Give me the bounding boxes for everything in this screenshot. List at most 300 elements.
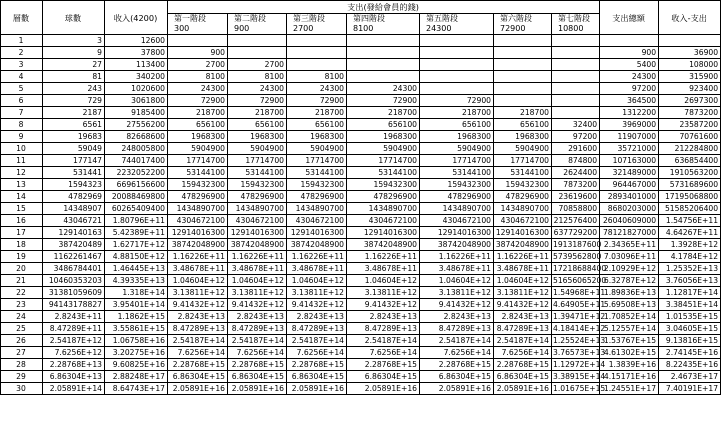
table-cell[interactable]: 23587200 <box>659 119 721 131</box>
table-cell[interactable]: 18 <box>1 239 43 251</box>
table-cell[interactable]: 2.34365E+11 <box>600 239 659 251</box>
table-cell[interactable]: 8.47289E+13 <box>168 323 228 335</box>
table-cell[interactable]: 9 <box>1 131 43 143</box>
table-cell[interactable]: 2.28768E+15 <box>420 359 494 371</box>
table-cell[interactable]: 3486784401 <box>43 263 105 275</box>
table-cell[interactable]: 72900 <box>228 95 287 107</box>
table-cell[interactable]: 1.62717E+12 <box>105 239 168 251</box>
header-net[interactable]: 收入-支出 <box>659 1 721 35</box>
table-cell[interactable]: 1.54756E+11 <box>659 215 721 227</box>
table-cell[interactable]: 656100 <box>347 119 420 131</box>
table-cell[interactable]: 218700 <box>347 107 420 119</box>
table-cell[interactable]: 3.76573E+13 <box>553 347 606 357</box>
table-cell[interactable]: 32400 <box>552 119 600 131</box>
table-cell[interactable]: 129140163 <box>43 227 105 239</box>
table-cell[interactable]: 19 <box>1 251 43 263</box>
table-cell[interactable]: 4304672100 <box>228 215 287 227</box>
table-cell[interactable]: 478296900 <box>168 191 228 203</box>
table-cell[interactable]: 5904900 <box>168 143 228 155</box>
table-cell[interactable]: 5904900 <box>228 143 287 155</box>
table-cell[interactable]: 4.64905E+11 <box>553 299 606 309</box>
table-cell[interactable]: 12914016300 <box>168 227 228 239</box>
table-cell[interactable]: 1.16226E+11 <box>494 251 552 263</box>
table-cell[interactable]: 38742048900 <box>168 239 228 251</box>
table-cell[interactable]: 2.05891E+14 <box>43 383 105 395</box>
header-tier-4[interactable] <box>347 14 420 35</box>
table-cell[interactable]: 3.13811E+12 <box>494 287 552 299</box>
table-cell[interactable]: 3.13811E+12 <box>347 287 420 299</box>
table-cell[interactable] <box>552 95 600 107</box>
table-cell[interactable]: 17195068800 <box>659 191 721 203</box>
table-cell[interactable]: 1.16226E+11 <box>287 251 347 263</box>
table-cell[interactable]: 2.8243E+13 <box>347 311 420 323</box>
table-cell[interactable]: 6.86304E+15 <box>287 371 347 383</box>
table-cell[interactable]: 2187 <box>43 107 105 119</box>
table-cell[interactable]: 964467000 <box>600 179 659 191</box>
table-cell[interactable]: 24300 <box>600 71 659 83</box>
table-cell[interactable]: 1.3928E+12 <box>659 239 721 251</box>
table-cell[interactable]: 1.25524E+13 <box>553 335 606 345</box>
table-cell[interactable]: 636854400 <box>659 155 721 167</box>
table-cell[interactable] <box>494 95 552 107</box>
table-cell[interactable]: 3.48678E+11 <box>494 263 552 275</box>
table-cell[interactable] <box>552 35 600 47</box>
table-cell[interactable]: 53144100 <box>494 167 552 179</box>
table-cell[interactable]: 2.54187E+14 <box>168 335 228 347</box>
table-cell[interactable] <box>494 59 552 71</box>
table-cell[interactable]: 1162261467 <box>43 251 105 263</box>
table-cell[interactable] <box>494 47 552 59</box>
table-cell[interactable]: 1910563200 <box>659 167 721 179</box>
table-cell[interactable]: 38742048900 <box>420 239 494 251</box>
table-cell[interactable]: 9.41432E+12 <box>420 299 494 311</box>
table-cell[interactable]: 315900 <box>659 71 721 83</box>
table-cell[interactable]: 218700 <box>494 107 552 119</box>
table-cell[interactable]: 14 <box>1 191 43 203</box>
table-cell[interactable]: 478296900 <box>347 191 420 203</box>
table-cell[interactable]: 900 <box>168 47 228 59</box>
table-cell[interactable]: 26040609000 <box>600 215 659 227</box>
table-cell[interactable]: 17714700 <box>228 155 287 167</box>
table-cell[interactable]: 1.1862E+15 <box>105 311 168 323</box>
table-cell[interactable]: 8 <box>1 119 43 131</box>
header-total[interactable]: 支出總額 <box>600 1 659 35</box>
table-cell[interactable] <box>347 35 420 47</box>
table-cell[interactable]: 17218688400 <box>553 263 607 273</box>
table-cell[interactable]: 1594323 <box>43 179 105 191</box>
table-cell[interactable]: 159432300 <box>287 179 347 191</box>
table-cell[interactable]: 8100 <box>287 71 347 83</box>
table-cell[interactable]: 218700 <box>228 107 287 119</box>
table-cell[interactable]: 23619600 <box>552 191 600 203</box>
table-cell[interactable]: 72900 <box>347 95 420 107</box>
table-cell[interactable]: 1.04604E+12 <box>347 275 420 287</box>
table-cell[interactable]: 81 <box>43 71 105 83</box>
table-cell[interactable] <box>552 107 600 119</box>
table-cell[interactable]: 3.48678E+11 <box>168 263 228 275</box>
table-cell[interactable]: 3061800 <box>105 95 168 107</box>
table-cell[interactable]: 2.88248E+17 <box>105 371 168 383</box>
header-tier-1[interactable] <box>168 14 228 35</box>
table-cell[interactable]: 1434890700 <box>168 203 228 215</box>
table-cell[interactable]: 27 <box>43 59 105 71</box>
table-cell[interactable]: 60265409400 <box>105 203 168 215</box>
table-cell[interactable]: 11 <box>1 155 43 167</box>
table-cell[interactable]: 20088469800 <box>105 191 168 203</box>
table-cell[interactable]: 1968300 <box>228 131 287 143</box>
table-cell[interactable]: 8100 <box>228 71 287 83</box>
table-cell[interactable]: 5731689600 <box>659 179 721 191</box>
table-cell[interactable]: 4304672100 <box>168 215 228 227</box>
table-cell[interactable] <box>287 59 347 71</box>
table-cell[interactable] <box>168 35 228 47</box>
table-cell[interactable]: 43046721 <box>43 215 105 227</box>
table-cell[interactable]: 2893401000 <box>600 191 659 203</box>
table-cell[interactable]: 656100 <box>168 119 228 131</box>
table-cell[interactable]: 10460353203 <box>43 275 105 287</box>
table-cell[interactable]: 17714700 <box>494 155 552 167</box>
table-cell[interactable]: 8.47289E+13 <box>420 323 494 335</box>
table-cell[interactable]: 11907000 <box>600 131 659 143</box>
table-cell[interactable]: 177147 <box>43 155 105 167</box>
table-cell[interactable]: 1.01675E+15 <box>553 383 606 393</box>
table-cell[interactable]: 5739562800 <box>553 251 602 261</box>
table-cell[interactable]: 70858800 <box>552 203 600 215</box>
table-cell[interactable]: 340200 <box>105 71 168 83</box>
header-balls[interactable]: 球數 <box>43 1 105 35</box>
table-cell[interactable]: 2.8243E+13 <box>494 311 552 323</box>
table-cell[interactable]: 7.6256E+14 <box>494 347 552 359</box>
table-cell[interactable]: 6.86304E+15 <box>420 371 494 383</box>
table-cell[interactable]: 2700 <box>228 59 287 71</box>
table-cell[interactable]: 3.13811E+12 <box>420 287 494 299</box>
table-cell[interactable]: 4304672100 <box>347 215 420 227</box>
table-cell[interactable]: 1.80796E+11 <box>105 215 168 227</box>
table-cell[interactable]: 9.41432E+12 <box>228 299 287 311</box>
table-cell[interactable]: 2.54187E+14 <box>228 335 287 347</box>
table-cell[interactable] <box>494 71 552 83</box>
table-cell[interactable]: 1434890700 <box>228 203 287 215</box>
table-cell[interactable]: 22 <box>1 287 43 299</box>
table-cell[interactable]: 1.12817E+14 <box>659 287 721 299</box>
table-cell[interactable] <box>420 83 494 95</box>
table-cell[interactable]: 53144100 <box>287 167 347 179</box>
table-cell[interactable]: 3.38451E+14 <box>659 299 721 311</box>
table-cell[interactable]: 17714700 <box>347 155 420 167</box>
table-cell[interactable]: 1.25352E+13 <box>659 263 721 275</box>
table-cell[interactable]: 4.61302E+15 <box>600 347 659 359</box>
table-cell[interactable]: 291600 <box>552 143 600 155</box>
table-cell[interactable]: 7 <box>1 107 43 119</box>
table-cell[interactable]: 1.24551E+17 <box>600 383 659 395</box>
table-cell[interactable]: 113400 <box>105 59 168 71</box>
table-cell[interactable]: 38742048900 <box>494 239 552 251</box>
table-cell[interactable]: 1434890700 <box>494 203 552 215</box>
table-cell[interactable] <box>287 35 347 47</box>
table-cell[interactable]: 6.86304E+15 <box>494 371 552 383</box>
table-cell[interactable]: 5400 <box>600 59 659 71</box>
table-cell[interactable]: 24300 <box>287 83 347 95</box>
table-cell[interactable]: 2.10929E+12 <box>600 263 659 275</box>
table-cell[interactable]: 7.03096E+11 <box>600 251 659 263</box>
table-cell[interactable]: 1.89836E+13 <box>600 287 659 299</box>
table-cell[interactable]: 6.86304E+13 <box>43 371 105 383</box>
table-cell[interactable]: 4.64267E+11 <box>659 227 721 239</box>
table-cell[interactable]: 1.16226E+11 <box>168 251 228 263</box>
table-cell[interactable]: 8680203000 <box>600 203 659 215</box>
table-cell[interactable]: 2.54187E+14 <box>494 335 552 347</box>
table-cell[interactable]: 1.04604E+12 <box>168 275 228 287</box>
table-cell[interactable]: 13 <box>1 179 43 191</box>
header-expense-group[interactable]: 支出(發給會員的錢) <box>168 1 600 14</box>
table-cell[interactable] <box>494 35 552 47</box>
table-cell[interactable] <box>552 83 600 95</box>
table-cell[interactable]: 8.47289E+11 <box>43 323 105 335</box>
table-cell[interactable]: 2.28768E+15 <box>347 359 420 371</box>
table-cell[interactable]: 1.04604E+12 <box>420 275 494 287</box>
table-cell[interactable]: 2.54187E+14 <box>347 335 420 347</box>
table-cell[interactable]: 15 <box>1 203 43 215</box>
table-cell[interactable]: 17 <box>1 227 43 239</box>
header-tier-3[interactable] <box>287 14 347 35</box>
table-cell[interactable]: 159432300 <box>420 179 494 191</box>
table-cell[interactable]: 7.6256E+14 <box>228 347 287 359</box>
table-cell[interactable]: 2700 <box>168 59 228 71</box>
table-cell[interactable]: 3 <box>1 59 43 71</box>
table-cell[interactable]: 72900 <box>420 95 494 107</box>
table-cell[interactable]: 4304672100 <box>494 215 552 227</box>
table-cell[interactable] <box>420 59 494 71</box>
table-cell[interactable]: 53144100 <box>347 167 420 179</box>
table-cell[interactable] <box>287 47 347 59</box>
table-cell[interactable]: 656100 <box>228 119 287 131</box>
table-cell[interactable]: 3 <box>43 35 105 47</box>
table-cell[interactable]: 35721000 <box>600 143 659 155</box>
table-cell[interactable]: 5904900 <box>494 143 552 155</box>
table-cell[interactable]: 3.55861E+15 <box>105 323 168 335</box>
table-cell[interactable]: 218700 <box>168 107 228 119</box>
header-income[interactable]: 收入(4200) <box>105 1 168 35</box>
table-cell[interactable]: 2624400 <box>552 167 600 179</box>
table-cell[interactable]: 1312200 <box>600 107 659 119</box>
table-cell[interactable]: 24300 <box>347 83 420 95</box>
table-cell[interactable]: 2.28768E+13 <box>43 359 105 371</box>
table-cell[interactable]: 1434890700 <box>347 203 420 215</box>
table-cell[interactable]: 12914016300 <box>228 227 287 239</box>
table-cell[interactable]: 159432300 <box>168 179 228 191</box>
table-cell[interactable]: 107163000 <box>600 155 659 167</box>
table-cell[interactable] <box>494 83 552 95</box>
table-cell[interactable]: 4782969 <box>43 191 105 203</box>
table-cell[interactable]: 212284800 <box>659 143 721 155</box>
table-cell[interactable]: 2697300 <box>659 95 721 107</box>
table-cell[interactable]: 2.54187E+14 <box>287 335 347 347</box>
table-cell[interactable]: 3969000 <box>600 119 659 131</box>
table-cell[interactable]: 1.06758E+16 <box>105 335 168 347</box>
table-cell[interactable]: 1434890700 <box>287 203 347 215</box>
header-tier-6[interactable] <box>494 14 552 35</box>
table-cell[interactable]: 5 <box>1 83 43 95</box>
table-cell[interactable]: 5.12557E+14 <box>600 323 659 335</box>
table-cell[interactable]: 38742048900 <box>287 239 347 251</box>
table-cell[interactable]: 12 <box>1 167 43 179</box>
table-cell[interactable]: 2.05891E+16 <box>494 383 552 395</box>
table-cell[interactable] <box>228 47 287 59</box>
table-cell[interactable]: 1.39471E+12 <box>553 311 606 321</box>
table-cell[interactable]: 1968300 <box>494 131 552 143</box>
table-cell[interactable]: 24 <box>1 311 43 323</box>
table-cell[interactable]: 70761600 <box>659 131 721 143</box>
table-cell[interactable]: 3.48678E+11 <box>287 263 347 275</box>
table-cell[interactable]: 29 <box>1 371 43 383</box>
table-cell[interactable]: 30 <box>1 383 43 395</box>
table-cell[interactable]: 17714700 <box>420 155 494 167</box>
table-cell[interactable]: 10 <box>1 143 43 155</box>
table-cell[interactable]: 9.41432E+12 <box>494 299 552 311</box>
table-cell[interactable]: 6.32787E+12 <box>600 275 659 287</box>
table-cell[interactable]: 7.6256E+14 <box>168 347 228 359</box>
table-cell[interactable]: 4304672100 <box>287 215 347 227</box>
table-cell[interactable]: 1968300 <box>347 131 420 143</box>
table-cell[interactable]: 94143178827 <box>43 299 105 311</box>
table-cell[interactable]: 923400 <box>659 83 721 95</box>
table-cell[interactable]: 656100 <box>420 119 494 131</box>
table-cell[interactable]: 243 <box>43 83 105 95</box>
table-cell[interactable] <box>552 47 600 59</box>
table-cell[interactable]: 8100 <box>168 71 228 83</box>
table-cell[interactable]: 3.95401E+14 <box>105 299 168 311</box>
table-cell[interactable]: 2.4673E+17 <box>659 371 721 383</box>
table-cell[interactable]: 2.28768E+15 <box>228 359 287 371</box>
table-cell[interactable]: 97200 <box>600 83 659 95</box>
table-cell[interactable]: 8.64743E+17 <box>105 383 168 395</box>
table-cell[interactable] <box>347 47 420 59</box>
table-cell[interactable]: 1968300 <box>420 131 494 143</box>
table-cell[interactable]: 12914016300 <box>420 227 494 239</box>
header-tier-5[interactable] <box>420 14 494 35</box>
table-cell[interactable]: 212576400 <box>552 215 600 227</box>
table-cell[interactable]: 321489000 <box>600 167 659 179</box>
table-cell[interactable]: 4304672100 <box>420 215 494 227</box>
table-cell[interactable]: 3.13811E+12 <box>287 287 347 299</box>
table-cell[interactable]: 478296900 <box>420 191 494 203</box>
table-cell[interactable]: 53144100 <box>420 167 494 179</box>
table-cell[interactable]: 1.04604E+12 <box>494 275 552 287</box>
table-cell[interactable]: 159432300 <box>228 179 287 191</box>
table-cell[interactable]: 2.8243E+13 <box>420 311 494 323</box>
table-cell[interactable]: 656100 <box>494 119 552 131</box>
table-cell[interactable]: 4 <box>1 71 43 83</box>
table-cell[interactable]: 1968300 <box>168 131 228 143</box>
table-cell[interactable]: 82668600 <box>105 131 168 143</box>
table-cell[interactable] <box>420 35 494 47</box>
table-cell[interactable]: 3.38915E+14 <box>553 371 606 381</box>
table-cell[interactable]: 6696156600 <box>105 179 168 191</box>
table-cell[interactable]: 1.01535E+15 <box>659 311 721 323</box>
table-cell[interactable]: 2.28768E+15 <box>168 359 228 371</box>
table-cell[interactable]: 2.05891E+16 <box>347 383 420 395</box>
table-cell[interactable]: 6.86304E+15 <box>168 371 228 383</box>
table-cell[interactable]: 744017400 <box>105 155 168 167</box>
table-cell[interactable]: 2.05891E+16 <box>420 383 494 395</box>
table-cell[interactable]: 7.6256E+14 <box>287 347 347 359</box>
table-cell[interactable]: 1.70852E+14 <box>600 311 659 323</box>
table-cell[interactable]: 478296900 <box>228 191 287 203</box>
table-cell[interactable]: 9.41432E+12 <box>287 299 347 311</box>
table-cell[interactable]: 9185400 <box>105 107 168 119</box>
table-cell[interactable]: 24300 <box>168 83 228 95</box>
table-cell[interactable]: 8.47289E+13 <box>494 323 552 335</box>
table-cell[interactable]: 218700 <box>287 107 347 119</box>
table-cell[interactable]: 900 <box>600 47 659 59</box>
table-cell[interactable]: 2 <box>1 47 43 59</box>
table-cell[interactable] <box>552 71 600 83</box>
table-cell[interactable]: 6.86304E+15 <box>228 371 287 383</box>
table-cell[interactable]: 6561 <box>43 119 105 131</box>
table-cell[interactable] <box>420 71 494 83</box>
table-cell[interactable]: 7873200 <box>659 107 721 119</box>
table-cell[interactable]: 38742048900 <box>228 239 287 251</box>
table-cell[interactable]: 17714700 <box>287 155 347 167</box>
table-cell[interactable]: 4.15171E+16 <box>600 371 659 383</box>
table-cell[interactable]: 31381059609 <box>43 287 105 299</box>
table-cell[interactable]: 387420489 <box>43 239 105 251</box>
table-cell[interactable] <box>228 35 287 47</box>
table-cell[interactable]: 24300 <box>228 83 287 95</box>
table-cell[interactable]: 1913187600 <box>553 239 602 249</box>
table-cell[interactable]: 9.13816E+15 <box>659 335 721 347</box>
table-cell[interactable]: 1020600 <box>105 83 168 95</box>
table-cell[interactable]: 2.8243E+11 <box>43 311 105 323</box>
header-level[interactable]: 層數 <box>1 1 43 35</box>
table-cell[interactable]: 218700 <box>420 107 494 119</box>
table-cell[interactable]: 729 <box>43 95 105 107</box>
table-cell[interactable]: 37800 <box>105 47 168 59</box>
table-cell[interactable]: 19683 <box>43 131 105 143</box>
table-cell[interactable]: 1.54968E+11 <box>553 287 606 297</box>
table-cell[interactable]: 3.48678E+11 <box>347 263 420 275</box>
table-cell[interactable]: 2.05891E+16 <box>168 383 228 395</box>
table-cell[interactable]: 51585206400 <box>659 203 721 215</box>
table-cell[interactable]: 72900 <box>287 95 347 107</box>
table-cell[interactable]: 1.16226E+11 <box>347 251 420 263</box>
table-cell[interactable]: 478296900 <box>494 191 552 203</box>
table-cell[interactable]: 25 <box>1 323 43 335</box>
table-cell[interactable]: 3.48678E+11 <box>420 263 494 275</box>
table-cell[interactable]: 38742048900 <box>347 239 420 251</box>
table-cell[interactable] <box>659 35 721 47</box>
table-cell[interactable]: 4.18414E+12 <box>553 323 606 333</box>
table-cell[interactable]: 1.16226E+11 <box>420 251 494 263</box>
table-cell[interactable]: 28 <box>1 359 43 371</box>
table-cell[interactable]: 51656065200 <box>553 275 607 285</box>
table-cell[interactable]: 2232052200 <box>105 167 168 179</box>
table-cell[interactable]: 5904900 <box>420 143 494 155</box>
table-cell[interactable]: 1.04604E+12 <box>287 275 347 287</box>
table-cell[interactable]: 16 <box>1 215 43 227</box>
table-cell[interactable]: 159432300 <box>347 179 420 191</box>
table-cell[interactable]: 8.22435E+16 <box>659 359 721 371</box>
table-cell[interactable]: 2.28768E+15 <box>287 359 347 371</box>
table-cell[interactable]: 7.40191E+17 <box>659 383 721 395</box>
table-cell[interactable]: 2.8243E+13 <box>168 311 228 323</box>
table-cell[interactable]: 1.46445E+13 <box>105 263 168 275</box>
table-cell[interactable]: 9.41432E+12 <box>347 299 420 311</box>
table-cell[interactable]: 5904900 <box>287 143 347 155</box>
table-cell[interactable] <box>347 59 420 71</box>
table-cell[interactable]: 656100 <box>287 119 347 131</box>
table-cell[interactable]: 159432300 <box>494 179 552 191</box>
